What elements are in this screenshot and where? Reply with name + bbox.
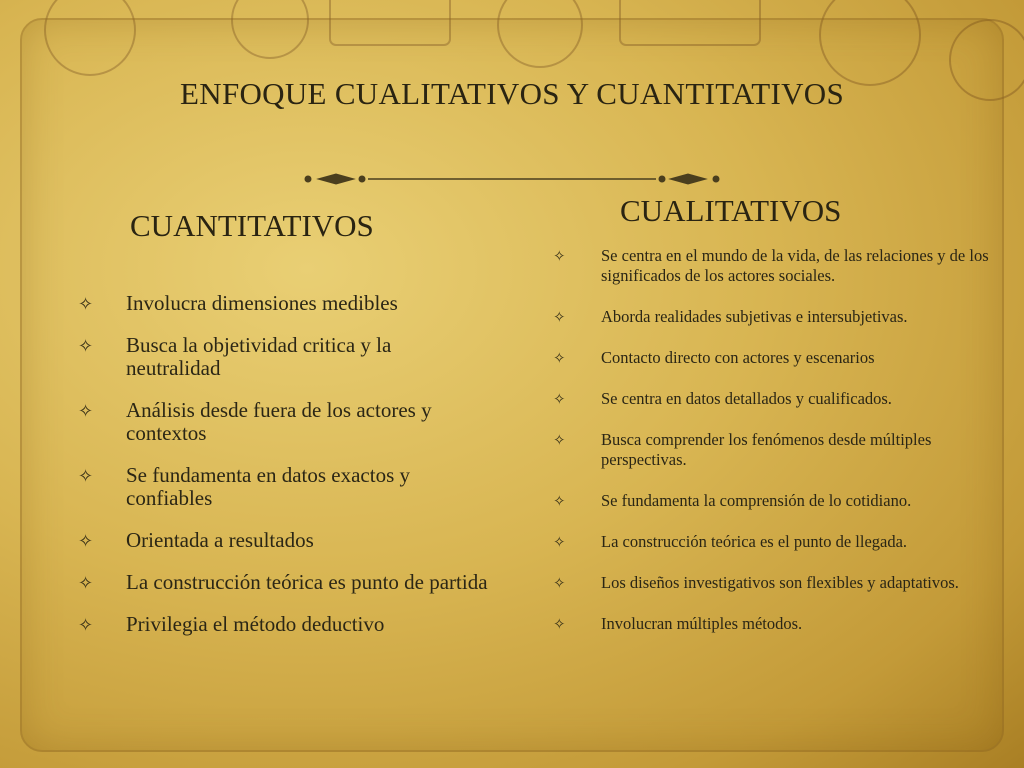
list-item: ✧ Involucra dimensiones medibles	[78, 291, 398, 315]
quantitative-list	[78, 292, 488, 655]
star-bullet-icon: ✧	[553, 433, 566, 449]
list-item: ✧ Aborda realidades subjetivas e intersubjetivas.	[553, 307, 908, 326]
star-bullet-icon: ✧	[78, 466, 94, 486]
star-bullet-icon: ✧	[78, 615, 94, 635]
qualitative-list	[553, 246, 998, 655]
star-bullet-icon: ✧	[78, 401, 94, 421]
list-item: ✧ Se fundamenta en datos exactos y confiables	[78, 463, 410, 510]
list-item: ✧ Privilegia el método deductivo	[78, 612, 385, 636]
star-bullet-icon: ✧	[553, 535, 566, 551]
list-item: ✧ Involucran múltiples métodos.	[553, 614, 803, 633]
star-bullet-icon: ✧	[78, 531, 94, 551]
list-item: ✧ Contacto directo con actores y escenarios	[553, 348, 875, 367]
star-bullet-icon: ✧	[78, 573, 94, 593]
qualitative-heading: CUALITATIVOS	[620, 193, 842, 228]
star-bullet-icon: ✧	[78, 294, 94, 314]
star-bullet-icon: ✧	[553, 351, 566, 367]
quantitative-heading: CUANTITATIVOS	[130, 208, 374, 243]
star-bullet-icon: ✧	[553, 310, 566, 326]
divider-ornament	[296, 166, 728, 192]
star-bullet-icon: ✧	[553, 576, 566, 592]
list-item: ✧ Se fundamenta la comprensión de lo cotidiano.	[553, 491, 912, 510]
star-bullet-icon: ✧	[553, 249, 566, 265]
list-item: ✧ Se centra en el mundo de la vida, de las relaciones y de los significados de los actores sociales.	[553, 246, 989, 285]
list-item: ✧ La construcción teórica es punto de partida	[78, 570, 488, 594]
list-item: ✧ Se centra en datos detallados y cualificados.	[553, 389, 892, 408]
slide-title: ENFOQUE CUALITATIVOS Y CUANTITATIVOS	[180, 76, 844, 111]
star-bullet-icon: ✧	[553, 494, 566, 510]
list-item: ✧ Busca comprender los fenómenos desde múltiples perspectivas.	[553, 430, 932, 469]
list-item: ✧ Busca la objetividad critica y la neutralidad	[78, 333, 392, 380]
star-bullet-icon: ✧	[78, 336, 94, 356]
star-bullet-icon: ✧	[553, 392, 566, 408]
list-item: ✧ Los diseños investigativos son flexibles y adaptativos.	[553, 573, 959, 592]
star-bullet-icon: ✧	[553, 617, 566, 633]
list-item: ✧ La construcción teórica es el punto de llegada.	[553, 532, 908, 551]
list-item: ✧ Análisis desde fuera de los actores y contextos	[78, 398, 432, 445]
list-item: ✧ Orientada a resultados	[78, 528, 314, 552]
